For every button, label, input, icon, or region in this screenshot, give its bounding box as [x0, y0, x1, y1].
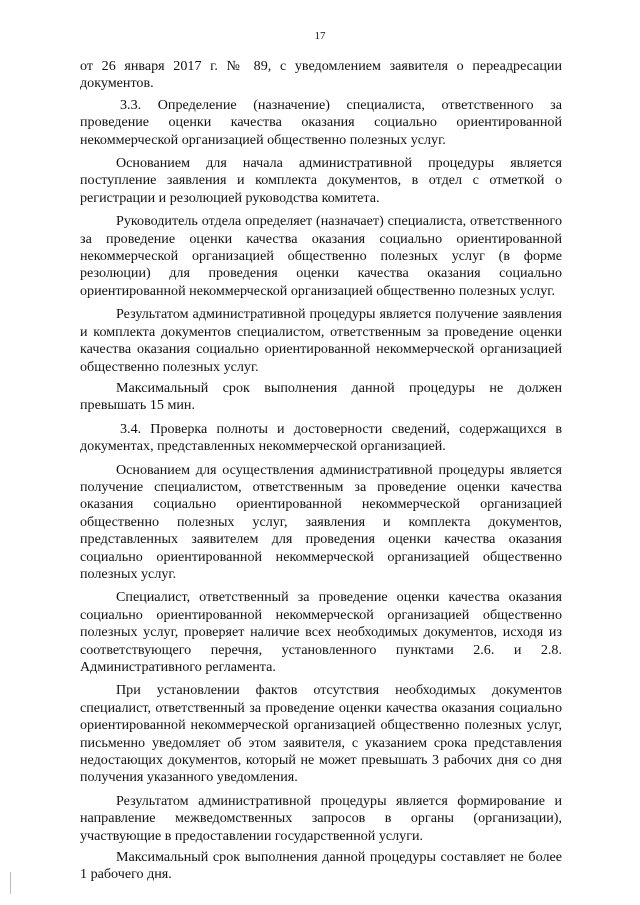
paragraph-continuation: от 26 января 2017 г. № 89, с уведомлением заявителя о переадресации документов. — [80, 58, 562, 92]
paragraph: Максимальный срок выполнения данной процедуры составляет не более 1 рабочего дня. — [80, 849, 562, 883]
page-number: 17 — [314, 30, 326, 42]
paragraph: При установлении фактов отсутствия необходимых документов специалист, ответственный за проведение оценки качества оказания социально ориентированной некоммерческой организацией общественно полезных услуг, письменно уведомляет об этом заявителя, с указанием срока представления недостающих документов, который не может превышать 3 рабочих дня со дня получения указанного уведомления. — [80, 682, 562, 786]
paragraph: Специалист, ответственный за проведение оценки качества оказания социально ориентированной некоммерческой организацией общественно полезных услуг, проверяет наличие всех необходимых документов, исходя из соответствующего перечня, установленного пунктами 2.6. и 2.8. Административного регламента. — [80, 589, 562, 675]
paragraph: Основанием для начала административной процедуры является поступление заявления и комплекта документов, в отдел с отметкой о регистрации и резолюцией руководства комитета. — [80, 155, 562, 206]
paragraph: Руководитель отдела определяет (назначает) специалиста, ответственного за проведение оценки качества оказания социально ориентированной некоммерческой организацией общественно полезных услуг (в форме резолюции) для проведения оценки качества оказания социально ориентированной некоммерческой организацией общественно полезных услуг. — [80, 213, 562, 299]
section-3-4-heading: 3.4. Проверка полноты и достоверности сведений, содержащихся в документах, представленных некоммерческой организацией. — [80, 420, 562, 455]
paragraph: Основанием для осуществления административной процедуры является получение специалистом, ответственным за проведение оценки качества оказания социально ориентированной некоммерческой организацией общественно полезных услуг, заявления и комплекта документов, представленных заявителем для проведения оценки качества оказания социально ориентированной некоммерческой организацией общественно полезных услуг. — [80, 461, 562, 582]
paragraph: Результатом административной процедуры является формирование и направление межведомственных запросов в органы (организации), участвующие в предоставлении государственной услуги. — [80, 792, 562, 844]
document-body — [80, 58, 562, 888]
section-3-3-heading: 3.3. Определение (назначение) специалиста, ответственного за проведение оценки качества оказания социально ориентированной некоммерческой организацией общественно полезных услуг. — [80, 96, 562, 148]
paragraph: Максимальный срок выполнения данной процедуры не должен превышать 15 мин. — [80, 379, 562, 414]
paragraph: Результатом административной процедуры является получение заявления и комплекта документов специалистом, ответственным за проведение оценки качества оказания социально ориентированной некоммерческой организацией общественно полезных услуг. — [80, 306, 562, 375]
scan-margin-mark — [10, 872, 11, 894]
